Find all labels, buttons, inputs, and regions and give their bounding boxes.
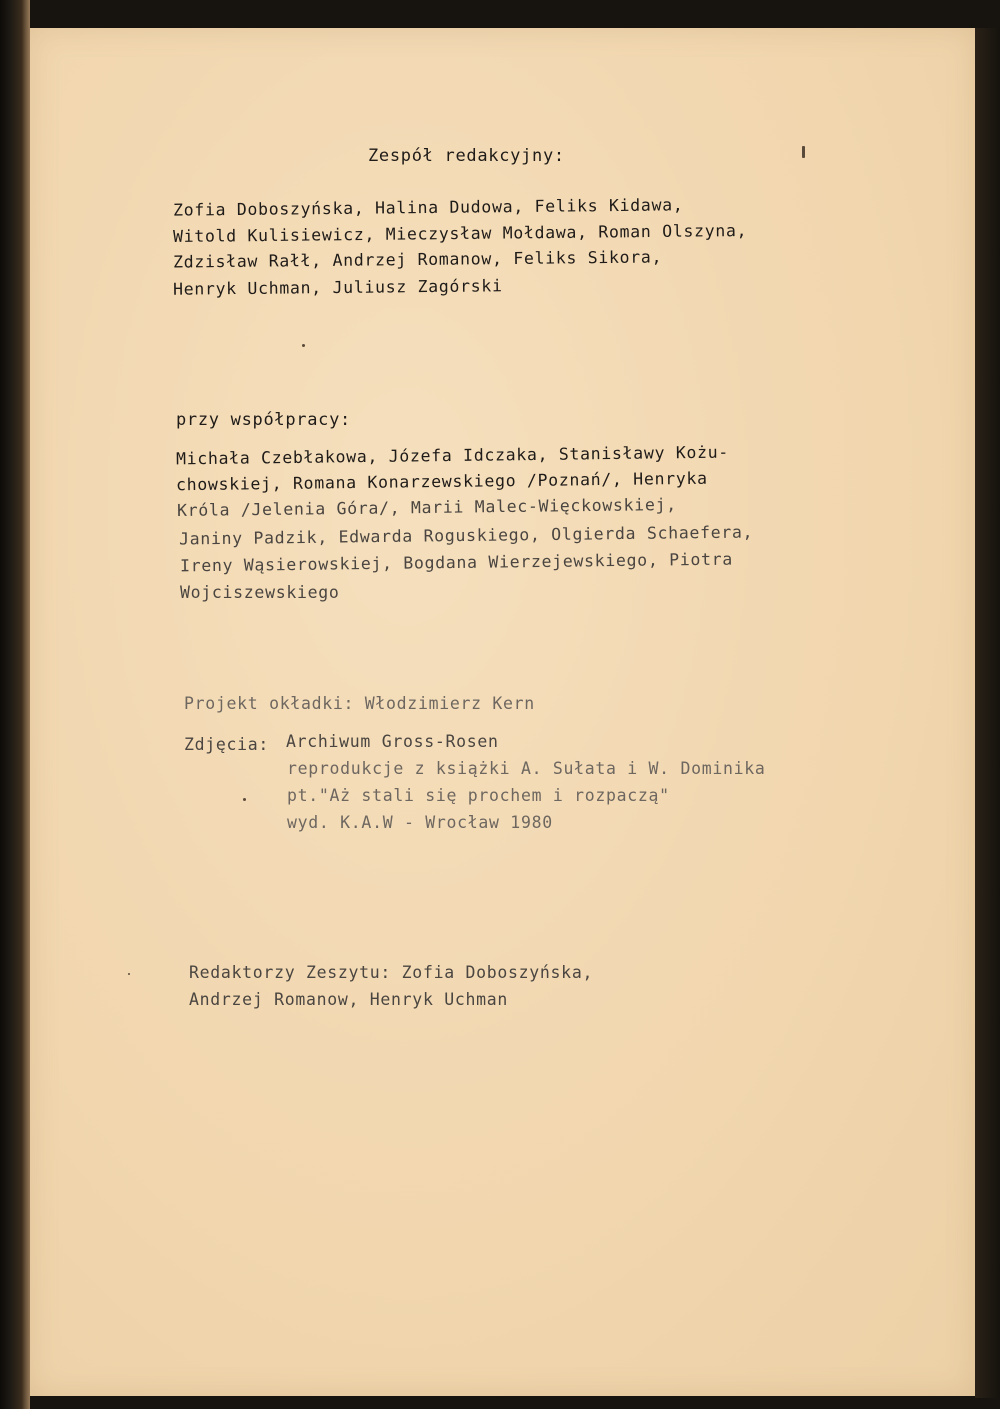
document-page: [30, 28, 975, 1396]
paper-speck: [802, 146, 805, 158]
issue-editors-line: Andrzej Romanow, Henryk Uchman: [189, 990, 509, 1009]
photos-credit-line: reprodukcje z książki A. Sułata i W. Dominika: [287, 759, 766, 778]
paper-speck: [302, 344, 305, 347]
editorial-team-line: Witold Kulisiewicz, Mieczysław Mołdawa, Roman Olszyna,: [172, 220, 748, 247]
spine-highlight: [22, 0, 30, 1409]
issue-editors-line: Redaktorzy Zeszytu: Zofia Doboszyńska,: [189, 963, 594, 982]
editorial-team-line: Zdzisław Rałł, Andrzej Romanow, Feliks Sikora,: [172, 247, 663, 272]
collaboration-line: Michała Czebłakowa, Józefa Idczaka, Stanisławy Kożu-: [175, 442, 730, 469]
collaboration-line: Wojciszewskiego: [180, 583, 340, 602]
editorial-team-line: Zofia Doboszyńska, Halina Dudowa, Feliks Kidawa,: [172, 195, 684, 220]
paper-speck: [128, 973, 130, 975]
page-right-edge: [975, 28, 1000, 1398]
collaboration-line: Króla /Jelenia Góra/, Marii Malec-Więckowskiej,: [176, 494, 677, 521]
collaboration-line: Ireny Wąsierowskiej, Bogdana Wierzejewskiego, Piotra: [179, 549, 734, 576]
photos-credit-line: wyd. K.A.W - Wrocław 1980: [287, 813, 553, 832]
collaboration-line: chowskiej, Romana Konarzewskiego /Poznań/, Henryka: [175, 468, 708, 495]
editorial-team-heading: Zespół redakcyjny:: [368, 146, 565, 166]
photos-credit-line: pt."Aż stali się prochem i rozpaczą": [287, 786, 670, 805]
photos-credit-line: Archiwum Gross-Rosen: [286, 732, 499, 751]
collaboration-heading: przy współpracy:: [176, 410, 351, 430]
cover-design-credit: Projekt okładki: Włodzimierz Kern: [184, 694, 535, 713]
paper-speck: [243, 798, 246, 801]
editorial-team-line: Henryk Uchman, Juliusz Zagórski: [172, 276, 503, 299]
photos-label: Zdjęcia:: [184, 735, 270, 754]
collaboration-line: Janiny Padzik, Edwarda Roguskiego, Olgierda Schaefera,: [178, 522, 754, 549]
